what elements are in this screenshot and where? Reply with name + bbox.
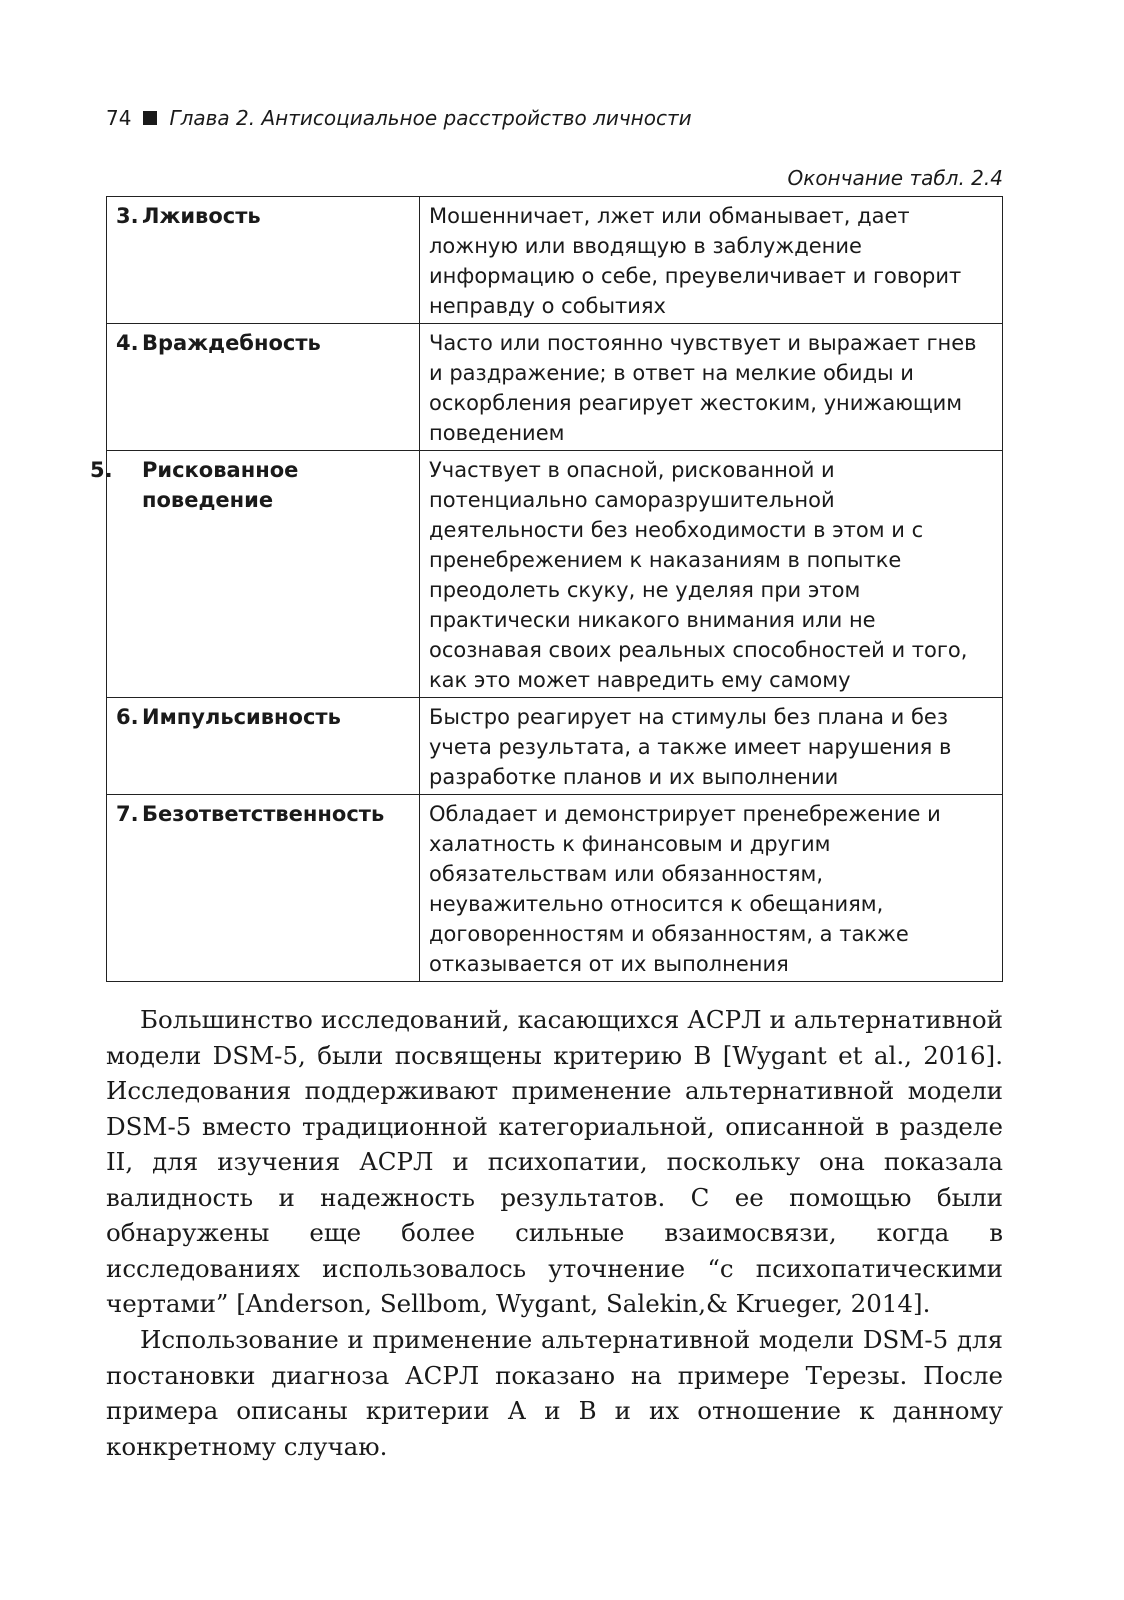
page-number: 74 [106, 106, 132, 130]
body-paragraph-1 [106, 1002, 1003, 1322]
criterion-name: Лживость [142, 204, 261, 228]
criterion-number: 4. [116, 331, 139, 355]
criterion-term [107, 324, 420, 451]
criterion-description: Часто или постоянно чувствует и выражает гнев и раздражение; в ответ на мелкие обиды и оскорбления реагирует жестоким, унижающим поведением [420, 324, 1003, 451]
table-row [107, 324, 1003, 451]
criterion-description: Участвует в опасной, рискованной и потенциально саморазрушительной деятельности без необходимости в этом и с пренебрежением к наказаниям в попытке преодолеть скуку, не уделяя при этом практически никакого внимания или не осознавая своих реальных способностей и того, как это может навредить ему самому [420, 451, 1003, 698]
criterion-term [90, 451, 420, 698]
criterion-name: Рискованное поведение [142, 458, 299, 512]
criterion-description: Обладает и демонстрирует пренебрежение и халатность к финансовым и другим обязательствам или обязанностям, неуважительно относится к обещаниям, договоренностям и обязанностям, а также отказывается от их выполнения [420, 795, 1003, 982]
criterion-name: Враждебность [142, 331, 321, 355]
running-head [106, 106, 692, 130]
chapter-title: Глава 2. Антисоциальное расстройство личности [169, 106, 692, 130]
square-bullet-icon [143, 111, 157, 125]
criterion-name: Безответственность [142, 802, 385, 826]
criterion-number: 6. [116, 705, 139, 729]
paragraph-text: Использование и применение альтернативной модели DSM-5 для постановки диагноза АСРЛ показано на примере Терезы. После примера описаны критерии А и В и их отношение к данному конкретному случаю. [106, 1325, 1003, 1461]
criterion-number: 3. [116, 204, 139, 228]
criterion-description: Мошенничает, лжет или обманывает, дает ложную или вводящую в заблуждение информацию о себе, преувеличивает и говорит неправду о событиях [420, 197, 1003, 324]
table-row [107, 197, 1003, 324]
criterion-number: 5. [90, 458, 113, 482]
criterion-term [107, 795, 420, 982]
criterion-name: Импульсивность [142, 705, 341, 729]
criteria-table [90, 196, 1003, 982]
table-row [107, 698, 1003, 795]
table-caption: Окончание табл. 2.4 [787, 166, 1003, 190]
body-paragraph-2 [106, 1322, 1003, 1464]
criterion-term [107, 197, 420, 324]
criterion-number: 7. [116, 802, 139, 826]
table-row [107, 451, 1003, 698]
table-row [107, 795, 1003, 982]
criterion-description: Быстро реагирует на стимулы без плана и без учета результата, а также имеет нарушения в разработке планов и их выполнении [420, 698, 1003, 795]
criterion-term [107, 698, 420, 795]
paragraph-text: Большинство исследований, касающихся АСРЛ и альтернативной модели DSM-5, были посвящены критерию В [Wygant et al., 2016]. Исследования поддерживают применение альтернативной модели DSM-5 вместо традиционной категориальной, описанной в разделе II, для изучения АСРЛ и психопатии, поскольку она показала валидность и надежность результатов. С ее помощью были обнаружены еще более сильные взаимосвязи, когда в исследованиях использовалось уточнение “с психопатическими чертами” [Anderson, Sellbom, Wygant, Salekin,& Krueger, 2014]. [106, 1005, 1003, 1318]
